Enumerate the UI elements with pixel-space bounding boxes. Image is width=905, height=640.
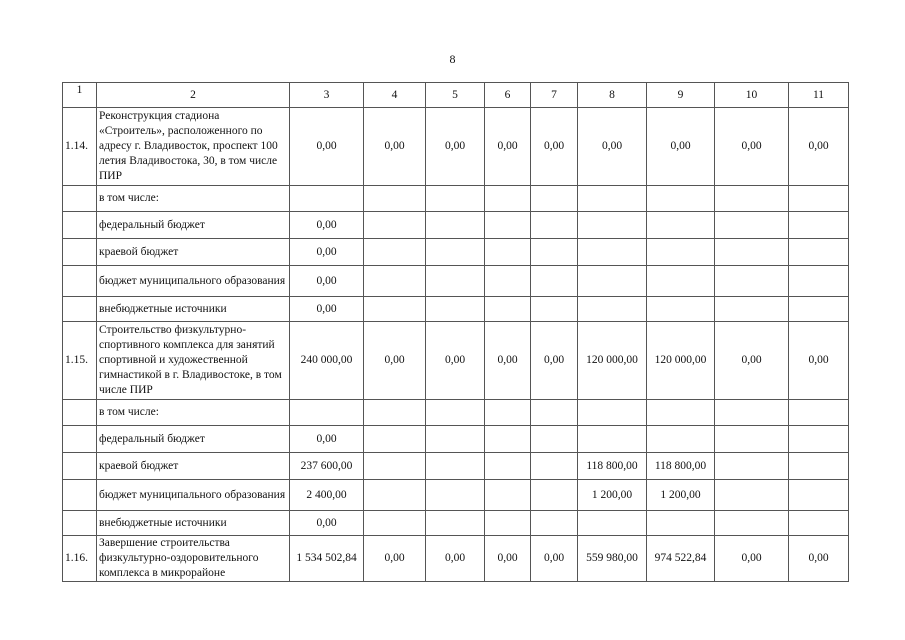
value-cell: [531, 186, 578, 212]
row-number: [63, 297, 97, 322]
value-cell: [578, 266, 647, 297]
value-cell: [364, 400, 426, 426]
value-cell: 0,00: [290, 511, 364, 536]
value-cell: 0,00: [789, 536, 849, 582]
value-cell: 0,00: [715, 322, 789, 400]
value-cell: [789, 212, 849, 239]
value-cell: 0,00: [290, 266, 364, 297]
source-name: краевой бюджет: [97, 453, 290, 480]
value-cell: 0,00: [426, 536, 485, 582]
value-cell: [715, 426, 789, 453]
value-cell: [364, 212, 426, 239]
value-cell: [647, 511, 715, 536]
value-cell: [715, 480, 789, 511]
value-cell: [531, 400, 578, 426]
value-cell: [364, 297, 426, 322]
column-header: 6: [485, 83, 531, 108]
value-cell: [647, 297, 715, 322]
value-cell: [531, 511, 578, 536]
value-cell: 0,00: [485, 536, 531, 582]
value-cell: [485, 212, 531, 239]
value-cell: [578, 297, 647, 322]
value-cell: [426, 400, 485, 426]
row-number: [63, 426, 97, 453]
value-cell: [789, 186, 849, 212]
value-cell: [364, 239, 426, 266]
value-cell: 237 600,00: [290, 453, 364, 480]
table-row: [63, 426, 849, 453]
value-cell: [789, 239, 849, 266]
value-cell: [578, 511, 647, 536]
value-cell: [715, 239, 789, 266]
source-name: внебюджетные источники: [97, 511, 290, 536]
value-cell: [647, 266, 715, 297]
column-header: 10: [715, 83, 789, 108]
value-cell: 0,00: [789, 108, 849, 186]
column-header: 3: [290, 83, 364, 108]
value-cell: 0,00: [426, 322, 485, 400]
row-number: [63, 266, 97, 297]
value-cell: 0,00: [531, 322, 578, 400]
source-name: краевой бюджет: [97, 239, 290, 266]
page-number: 8: [449, 52, 456, 66]
row-number: [63, 239, 97, 266]
value-cell: [290, 400, 364, 426]
value-cell: [426, 297, 485, 322]
source-name: федеральный бюджет: [97, 212, 290, 239]
source-name: внебюджетные источники: [97, 297, 290, 322]
value-cell: 0,00: [290, 108, 364, 186]
value-cell: [647, 212, 715, 239]
header-row: [63, 83, 849, 108]
table-body: [63, 83, 849, 582]
value-cell: 974 522,84: [647, 536, 715, 582]
value-cell: 0,00: [578, 108, 647, 186]
value-cell: [364, 186, 426, 212]
column-header: 1: [63, 83, 97, 108]
value-cell: [531, 480, 578, 511]
value-cell: [426, 480, 485, 511]
value-cell: 120 000,00: [647, 322, 715, 400]
value-cell: [426, 453, 485, 480]
value-cell: [715, 297, 789, 322]
value-cell: [647, 400, 715, 426]
value-cell: 0,00: [531, 108, 578, 186]
row-number: [63, 400, 97, 426]
value-cell: 0,00: [290, 297, 364, 322]
row-number: 1.14.: [63, 108, 97, 186]
table-row: [63, 511, 849, 536]
value-cell: [715, 266, 789, 297]
value-cell: [426, 426, 485, 453]
value-cell: [364, 480, 426, 511]
value-cell: [715, 511, 789, 536]
value-cell: [426, 186, 485, 212]
value-cell: [364, 511, 426, 536]
value-cell: [715, 212, 789, 239]
value-cell: 118 800,00: [647, 453, 715, 480]
value-cell: [485, 239, 531, 266]
value-cell: [485, 453, 531, 480]
value-cell: 559 980,00: [578, 536, 647, 582]
value-cell: [789, 266, 849, 297]
column-header: 11: [789, 83, 849, 108]
column-header: 5: [426, 83, 485, 108]
table-row: [63, 400, 849, 426]
value-cell: 1 200,00: [647, 480, 715, 511]
value-cell: [789, 400, 849, 426]
table-row: [63, 480, 849, 511]
table-row: [63, 108, 849, 186]
table-row: [63, 322, 849, 400]
value-cell: 0,00: [364, 322, 426, 400]
value-cell: [789, 297, 849, 322]
value-cell: [426, 239, 485, 266]
value-cell: [578, 239, 647, 266]
value-cell: [531, 453, 578, 480]
value-cell: 0,00: [485, 108, 531, 186]
value-cell: [531, 239, 578, 266]
value-cell: [426, 266, 485, 297]
value-cell: 0,00: [364, 536, 426, 582]
value-cell: 2 400,00: [290, 480, 364, 511]
value-cell: [485, 426, 531, 453]
value-cell: [789, 480, 849, 511]
value-cell: [426, 212, 485, 239]
table-row: [63, 536, 849, 582]
value-cell: [715, 400, 789, 426]
row-number: [63, 480, 97, 511]
source-name: бюджет муниципального образования: [97, 266, 290, 297]
value-cell: [290, 186, 364, 212]
value-cell: [485, 480, 531, 511]
column-header: 7: [531, 83, 578, 108]
table-row: [63, 453, 849, 480]
value-cell: 1 200,00: [578, 480, 647, 511]
value-cell: [647, 186, 715, 212]
column-header: 9: [647, 83, 715, 108]
value-cell: [789, 453, 849, 480]
value-cell: [485, 186, 531, 212]
value-cell: 0,00: [426, 108, 485, 186]
table-row: [63, 297, 849, 322]
table-row: [63, 239, 849, 266]
item-name: Завершение строительства физкультурно-оздоровительного комплекса в микрорайоне: [97, 536, 290, 582]
value-cell: [715, 453, 789, 480]
column-header: 2: [97, 83, 290, 108]
item-name: Строительство физкультурно-спортивного комплекса для занятий спортивной и художественной гимнастикой в г. Владивостоке, в том числе ПИР: [97, 322, 290, 400]
value-cell: [531, 212, 578, 239]
value-cell: [578, 212, 647, 239]
value-cell: 0,00: [715, 108, 789, 186]
value-cell: [485, 511, 531, 536]
value-cell: [578, 400, 647, 426]
value-cell: 0,00: [789, 322, 849, 400]
value-cell: [485, 400, 531, 426]
value-cell: [789, 426, 849, 453]
value-cell: [364, 266, 426, 297]
value-cell: [715, 186, 789, 212]
value-cell: 120 000,00: [578, 322, 647, 400]
value-cell: 0,00: [531, 536, 578, 582]
value-cell: [485, 297, 531, 322]
row-number: [63, 511, 97, 536]
value-cell: 0,00: [485, 322, 531, 400]
value-cell: [531, 297, 578, 322]
column-header: 4: [364, 83, 426, 108]
source-name: бюджет муниципального образования: [97, 480, 290, 511]
value-cell: 0,00: [647, 108, 715, 186]
value-cell: [531, 266, 578, 297]
value-cell: 0,00: [290, 426, 364, 453]
row-number: 1.15.: [63, 322, 97, 400]
value-cell: [364, 453, 426, 480]
source-name: в том числе:: [97, 186, 290, 212]
table-row: [63, 266, 849, 297]
value-cell: [647, 426, 715, 453]
value-cell: 0,00: [715, 536, 789, 582]
value-cell: [578, 186, 647, 212]
value-cell: [578, 426, 647, 453]
value-cell: [485, 266, 531, 297]
table-row: [63, 212, 849, 239]
value-cell: [531, 426, 578, 453]
row-number: [63, 186, 97, 212]
item-name: Реконструкция стадиона «Строитель», расположенного по адресу г. Владивосток, проспект 100 летия Владивостока, 30, в том числе ПИР: [97, 108, 290, 186]
source-name: в том числе:: [97, 400, 290, 426]
row-number: [63, 453, 97, 480]
value-cell: 240 000,00: [290, 322, 364, 400]
value-cell: [364, 426, 426, 453]
value-cell: 1 534 502,84: [290, 536, 364, 582]
table-row: [63, 186, 849, 212]
value-cell: 0,00: [364, 108, 426, 186]
value-cell: [789, 511, 849, 536]
value-cell: [647, 239, 715, 266]
row-number: 1.16.: [63, 536, 97, 582]
value-cell: 0,00: [290, 212, 364, 239]
value-cell: [426, 511, 485, 536]
row-number: [63, 212, 97, 239]
source-name: федеральный бюджет: [97, 426, 290, 453]
column-header: 8: [578, 83, 647, 108]
value-cell: 118 800,00: [578, 453, 647, 480]
value-cell: 0,00: [290, 239, 364, 266]
budget-table: [62, 82, 849, 582]
